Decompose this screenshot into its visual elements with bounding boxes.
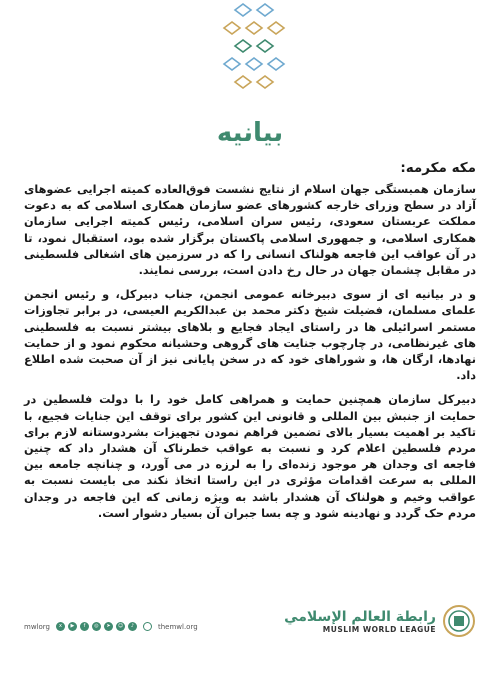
brand-english-name: MUSLIM WORLD LEAGUE [322,624,436,634]
globe-icon [143,622,152,631]
paragraph-1: سازمان همبستگی جهان اسلام از نتایج نشست فوق‌العاده کمیته اجرایی عضوهای آزاد در سطح وزرای خارجه کشورهای عضو سازمان همکاری اسلامی که به دعوت مملکت عربستان سعودی، رئیس سران اسلامی، رئیس کمیته اجرایی سازمان همکاری اسلامی، و جمهوری اسلامی پاکستان برگزار شده بود، استقبال نمود، تا در آن عواقب این فاجعه هولناک انسانی را که در سرزمین های اشغالی فلسطینی در مقابل چشمان جهان در حال رخ دادن است، بررسی نمایند. [24,183,476,278]
footer-links [24,622,198,631]
tiktok-icon[interactable]: ♪ [128,622,137,631]
x-icon[interactable]: x [56,622,65,631]
facebook-icon[interactable]: f [80,622,89,631]
instagram-icon[interactable]: ◎ [92,622,101,631]
brand-arabic-name: رابطة العالم الإسلامي [284,608,436,625]
decorative-pattern-icon [200,0,300,95]
footer [24,600,476,660]
paragraph-3: دبیرکل سازمان همچنین حمایت و همراهی کامل خود را با دولت فلسطین در حمایت از جنبش بین المللی و قانونی این کشور برای توقف این جنایات فجیع، با تاکید بر اهمیت بسیار بالای تضمین فراهم نمودن تجهیزات بشردوستانه لازم برای مردم فلسطین اعلام کرد و نسبت به عواقب خطرناک آن هشدار داد که چنین فاجعه ای وجدان هر موجود زنده‌ای را به لرزه در می آورد، و چنانچه جامعه بین المللی به سرعت اقدامات مؤثری در این راستا اتخاذ نکند می بایست نسبت به عواقب وخیم و هولناک آن هشدار باشد به ویژه زمانی که این فاجعه در وجدان مردم حک گردد و نهادینه شود و چه بسا جبران آن بسیار دشوار است. [24,393,476,520]
youtube-icon[interactable]: ▶ [68,622,77,631]
page-title: بیانیه [216,118,284,148]
social-handle[interactable]: mwlorg [24,622,50,631]
mwl-logo-icon [442,604,476,638]
snapchat-icon[interactable]: ☺ [117,623,124,629]
social-icons [56,622,137,631]
website-link[interactable]: themwl.org [157,622,198,631]
brand-block [284,604,476,638]
location-line: مکه مکرمه: [400,160,476,176]
paragraph-2: و در بیانیه ای از سوی دبیرخانه عمومی انجمن، جناب دبیرکل، و رئیس انجمن علمای مسلمان، فضیلت شیخ دکتر محمد بن عبدالکریم العیسی، در برابر تجاوزات مستمر اسرائیلی ها در راستای ایجاد فجایع و بلاهای بیشتر نسبت به فلسطینی های غیرنظامی، در چارچوب جنایت های گروهی وحشیانه محکوم نمود و از حمایت نهادها، ارگان ها، و شوراهای خود که در سخن پایانی نیز از آن صحبت شده اطلاع داد. [24,288,476,383]
statement-body [24,160,476,530]
telegram-icon[interactable]: ➤ [104,622,113,631]
